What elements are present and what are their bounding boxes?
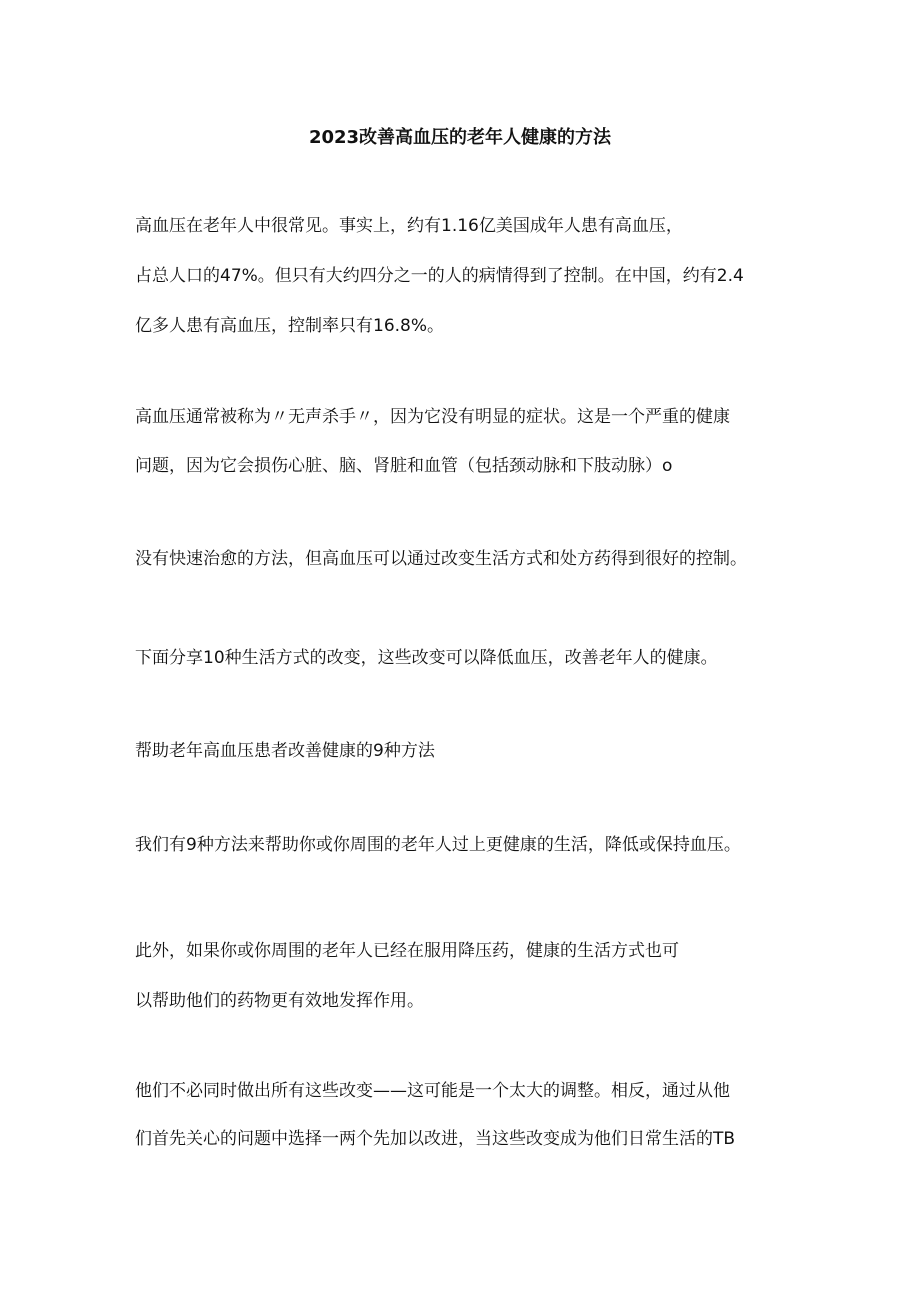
paragraph-1-line-2: 占总人口的47%。但只有大约四分之一的人的病情得到了控制。在中国，约有2.4: [135, 266, 744, 286]
paragraph-7-line-1: 他们不必同时做出所有这些改变——这可能是一个太大的调整。相反，通过从他: [135, 1081, 730, 1101]
paragraph-7-line-2: 们首先关心的问题中选择一两个先加以改进，当这些改变成为他们日常生活的TB: [135, 1129, 736, 1149]
document-title: 2023改善高血压的老年人健康的方法: [308, 127, 612, 148]
paragraph-6-line-2: 以帮助他们的药物更有效地发挥作用。: [135, 991, 424, 1011]
paragraph-1-line-3: 亿多人患有高血压，控制率只有16.8%。: [135, 316, 445, 336]
paragraph-5-line-1: 我们有9种方法来帮助你或你周围的老年人过上更健康的生活，降低或保持血压。: [135, 835, 741, 855]
paragraph-6-line-1: 此外，如果你或你周围的老年人已经在服用降压药，健康的生活方式也可: [135, 941, 679, 961]
paragraph-3-line-1: 没有快速治愈的方法，但高血压可以通过改变生活方式和处方药得到很好的控制。: [135, 549, 747, 569]
paragraph-2-line-2: 问题，因为它会损伤心脏、脑、肾脏和血管（包括颈动脉和下肢动脉）o: [135, 456, 673, 476]
paragraph-2-line-1: 高血压通常被称为〃无声杀手〃，因为它没有明显的症状。这是一个严重的健康: [135, 407, 730, 427]
paragraph-1-line-1: 高血压在老年人中很常见。事实上，约有1.16亿美国成年人患有高血压，: [135, 216, 683, 236]
section-heading: 帮助老年高血压患者改善健康的9种方法: [135, 741, 435, 761]
paragraph-4-line-1: 下面分享10种生活方式的改变，这些改变可以降低血压，改善老年人的健康。: [135, 648, 718, 668]
